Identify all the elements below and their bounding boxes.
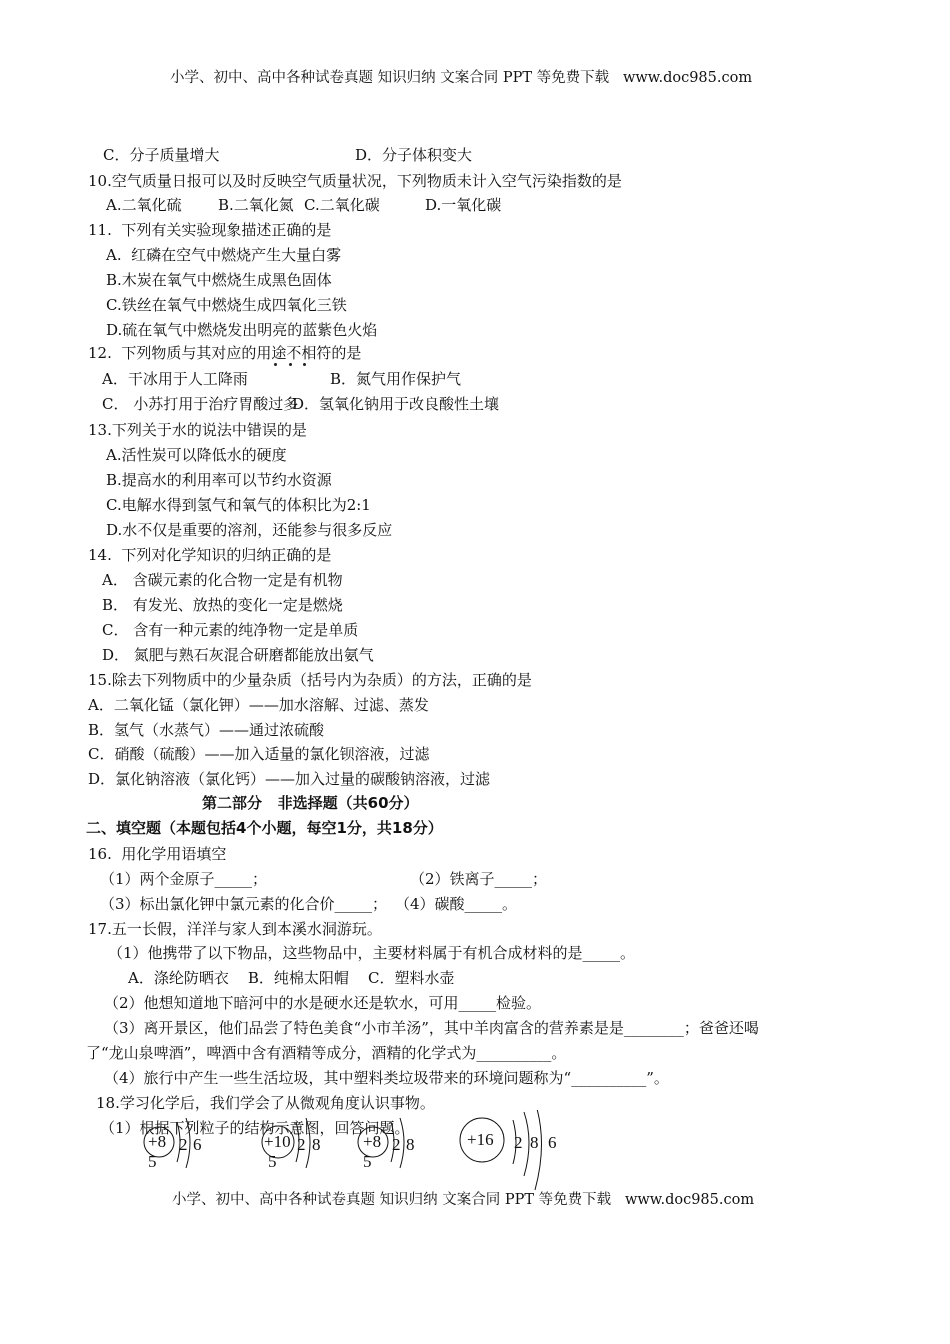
shell-electrons: 8 (406, 1135, 415, 1154)
q10-option-d: D.一氧化碳 (425, 196, 502, 214)
q13-option-c: C.电解水得到氢气和氧气的体积比为2:1 (106, 496, 371, 514)
q10-stem: 10.空气质量日报可以及时反映空气质量状况，下列物质未计入空气污染指数的是 (88, 172, 622, 190)
particle-diagram-3 (358, 1118, 415, 1171)
q11-stem: 11. 下列有关实验现象描述正确的是 (88, 221, 332, 239)
nucleus-charge: +8 (363, 1132, 382, 1151)
particle-label: 5 (148, 1152, 157, 1171)
q18-stem: 18.学习化学后，我们学会了从微观角度认识事物。 (96, 1094, 435, 1112)
q17-part1: （1）他携带了以下物品，这些物品中，主要材料属于有机合成材料的是_____。 (108, 944, 636, 962)
emphasis-dot (303, 363, 306, 366)
shell-electrons: 6 (548, 1133, 557, 1152)
q12-option-b: B．氮气用作保护气 (330, 370, 462, 388)
q17-part4: （4）旅行中产生一些生活垃圾，其中塑料类垃圾带来的环境问题称为“__________”。 (104, 1069, 669, 1087)
q17-part3-line1: （3）离开景区，他们品尝了特色美食“小市羊汤”，其中羊肉富含的营养素是是________；爸爸还喝 (104, 1019, 759, 1037)
q12-stem: 12. 下列物质与其对应的用途不相符的是 (88, 344, 362, 362)
q18-part1: （1）根据下列粒子的结构示意图，回答问题。 (100, 1119, 410, 1137)
q12-option-a: A．干冰用于人工降雨 (102, 370, 248, 388)
q15-option-b: B．氢气（水蒸气）——通过浓硫酸 (88, 721, 325, 739)
q14-option-d: D． 氮肥与熟石灰混合研磨都能放出氨气 (102, 646, 374, 664)
q9-option-d: D．分子体积变大 (355, 146, 473, 164)
shell-electrons: 6 (193, 1135, 202, 1154)
shell-electrons: 8 (312, 1135, 321, 1154)
q16-part4: （4）碳酸_____。 (395, 895, 518, 913)
shell-electrons: 8 (530, 1133, 539, 1152)
q11-option-d: D.硫在氧气中燃烧发出明亮的蓝紫色火焰 (106, 321, 378, 339)
q10-option-c: C.二氧化碳 (304, 196, 380, 214)
particle-diagram-4 (460, 1110, 557, 1190)
q11-option-b: B.木炭在氧气中燃烧生成黑色固体 (106, 271, 332, 289)
particle-label: 5 (363, 1152, 372, 1171)
nucleus-charge: +16 (467, 1130, 494, 1149)
particle-diagram-1 (144, 1118, 202, 1171)
q9-option-c: C．分子质量增大 (103, 146, 220, 164)
particle-label: 5 (268, 1152, 277, 1171)
q11-option-c: C.铁丝在氧气中燃烧生成四氧化三铁 (106, 296, 347, 314)
q16-part3: （3）标出氯化钾中氯元素的化合价_____； (100, 895, 388, 913)
q13-option-b: B.提高水的利用率可以节约水资源 (106, 471, 332, 489)
q13-stem: 13.下列关于水的说法中错误的是 (88, 421, 307, 439)
q12-option-d: D．氢氧化钠用于改良酸性土壤 (292, 395, 500, 413)
page-header: 小学、初中、高中各种试卷真题 知识归纳 文案合同 PPT 等免费下载 www.doc985.com (170, 70, 753, 86)
q13-option-d: D.水不仅是重要的溶剂，还能参与很多反应 (106, 521, 393, 539)
q17-part2: （2）他想知道地下暗河中的水是硬水还是软水，可用_____检验。 (104, 994, 542, 1012)
q10-option-a: A.二氧化硫 (106, 196, 182, 214)
q15-stem: 15.除去下列物质中的少量杂质（括号内为杂质）的方法，正确的是 (88, 671, 532, 689)
q15-option-a: A．二氧化锰（氯化钾）——加水溶解、过滤、蒸发 (88, 696, 429, 714)
particle-structure-diagrams (130, 1110, 590, 1200)
q16-part1: （1）两个金原子_____； (100, 870, 268, 888)
emphasis-dot (289, 363, 292, 366)
page-footer: 小学、初中、高中各种试卷真题 知识归纳 文案合同 PPT 等免费下载 www.doc985.com (172, 1192, 755, 1208)
q14-stem: 14. 下列对化学知识的归纳正确的是 (88, 546, 332, 564)
section-two-heading: 二、填空题（本题包括4个小题，每空1分，共18分） (86, 819, 443, 837)
q15-option-d: D．氯化钠溶液（氯化钙）——加入过量的碳酸钠溶液，过滤 (88, 770, 491, 788)
q17-options: A．涤纶防晒衣 B．纯棉太阳帽 C．塑料水壶 (128, 969, 455, 987)
q16-stem: 16. 用化学用语填空 (88, 845, 227, 863)
particle-diagram-2 (262, 1118, 321, 1171)
shell-electrons: 2 (514, 1133, 523, 1152)
shell-electrons: 2 (179, 1135, 188, 1154)
q10-option-b: B.二氧化氮 (218, 196, 294, 214)
nucleus-charge: +8 (148, 1132, 167, 1151)
q12-option-c: C． 小苏打用于治疗胃酸过多 (102, 395, 299, 413)
shell-electrons: 2 (297, 1135, 306, 1154)
q11-option-a: A. 红磷在空气中燃烧产生大量白雾 (106, 246, 342, 264)
q17-stem: 17.五一长假，洋洋与家人到本溪水洞游玩。 (88, 920, 382, 938)
part-two-heading: 第二部分 非选择题（共60分） (202, 794, 419, 812)
q16-part2: （2）铁离子_____； (410, 870, 548, 888)
emphasis-dot (274, 363, 277, 366)
nucleus-charge: +10 (264, 1132, 291, 1151)
q13-option-a: A.活性炭可以降低水的硬度 (106, 446, 287, 464)
q14-option-b: B． 有发光、放热的变化一定是燃烧 (102, 596, 343, 614)
q15-option-c: C．硝酸（硫酸）——加入适量的氯化钡溶液，过滤 (88, 745, 430, 763)
q14-option-c: C． 含有一种元素的纯净物一定是单质 (102, 621, 359, 639)
q17-part3-line2: 了“龙山泉啤酒”，啤酒中含有酒精等成分，酒精的化学式为__________。 (86, 1044, 567, 1062)
shell-electrons: 2 (392, 1135, 401, 1154)
q14-option-a: A． 含碳元素的化合物一定是有机物 (102, 571, 343, 589)
